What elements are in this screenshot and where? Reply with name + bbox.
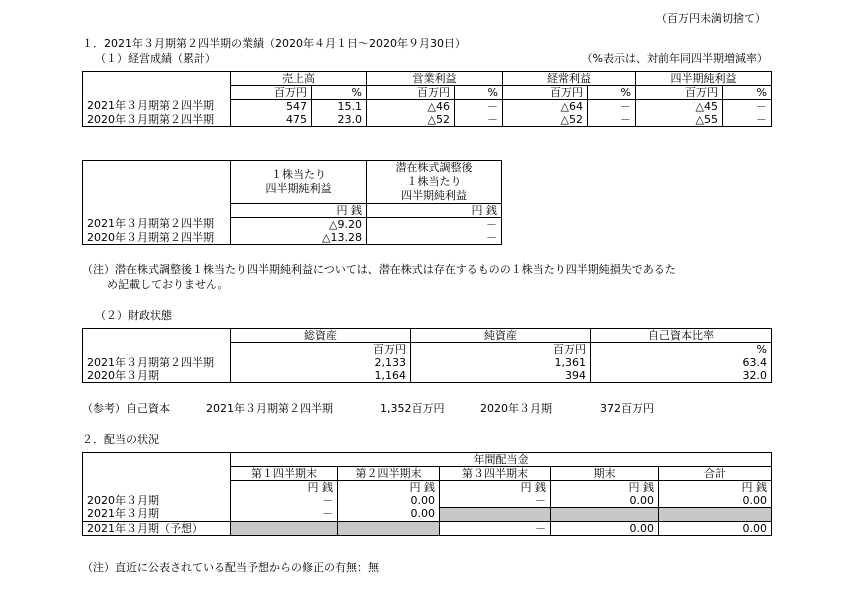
header-row: [83, 72, 772, 86]
col-header-q1: 第１四半期末: [231, 467, 338, 481]
shaded-cell: [551, 508, 659, 522]
data-cell: －: [367, 231, 502, 245]
table-row: [83, 113, 772, 127]
unit-cell: 円 銭: [231, 481, 338, 495]
reference-period1: 2021年３月期第２四半期: [206, 402, 333, 415]
section1-title: １．2021年３月期第２四半期の業績（2020年４月１日～2020年９月30日）: [82, 37, 466, 50]
data-cell: 15.1: [312, 100, 367, 114]
unit-row: [83, 481, 772, 495]
unit-cell: %: [588, 86, 636, 100]
data-cell: △13.28: [231, 231, 367, 245]
reference-value2: 372百万円: [600, 402, 654, 415]
col-header-eps: [231, 161, 367, 204]
col-header-total: 合計: [659, 467, 772, 481]
data-cell: 394: [411, 369, 591, 383]
shaded-cell: [659, 508, 772, 522]
row-label: 2021年３月期第２四半期: [83, 356, 231, 369]
data-cell: 475: [231, 113, 312, 127]
diluted-header-line3: 四半期純利益: [401, 189, 467, 202]
financial-position-title: （２）財政状態: [95, 309, 172, 322]
data-cell: －: [440, 494, 551, 508]
note-line2: め記載しておりません。: [107, 278, 229, 291]
data-cell: －: [367, 218, 502, 232]
col-header-operating-income: 営業利益: [367, 72, 503, 86]
data-cell: 0.00: [551, 522, 659, 536]
col-header-equity-ratio: 自己資本比率: [591, 329, 772, 343]
percent-note: （%表示は、対前年同四半期増減率）: [581, 52, 768, 65]
diluted-header-line2: １株当たり: [406, 175, 462, 188]
data-cell: 547: [231, 100, 312, 114]
unit-cell: %: [312, 86, 367, 100]
table-row: [83, 218, 502, 232]
col-header-q2: 第２四半期末: [338, 467, 440, 481]
reference-value1: 1,352百万円: [380, 402, 445, 415]
data-cell: 0.00: [659, 494, 772, 508]
reference-label: （参考）自己資本: [82, 402, 170, 415]
data-cell: 1,164: [231, 369, 411, 383]
unit-cell: %: [455, 86, 503, 100]
data-cell: 0.00: [659, 522, 772, 536]
data-cell: △46: [367, 100, 455, 114]
section2-title: ２．配当の状況: [82, 433, 159, 446]
data-cell: －: [440, 522, 551, 536]
unit-row: [83, 86, 772, 100]
operating-results-table: [82, 71, 772, 127]
unit-row: [83, 204, 502, 218]
data-cell: 1,361: [411, 356, 591, 369]
data-cell: －: [588, 113, 636, 127]
data-cell: 2,133: [231, 356, 411, 369]
unit-row: [83, 343, 772, 357]
data-cell: －: [723, 113, 772, 127]
row-label: 2021年３月期第２四半期: [83, 100, 231, 114]
unit-cell: 百万円: [367, 86, 455, 100]
table-row: [83, 522, 772, 536]
col-header-total-assets: 総資産: [231, 329, 411, 343]
data-cell: －: [723, 100, 772, 114]
col-header-net-assets: 純資産: [411, 329, 591, 343]
table-row: [83, 494, 772, 508]
dividend-table: [82, 452, 772, 536]
row-label: 2020年３月期: [83, 369, 231, 383]
col-header-year-end: 期末: [551, 467, 659, 481]
row-label: 2021年３月期第２四半期: [83, 218, 231, 232]
data-cell: △64: [503, 100, 588, 114]
reference-period2: 2020年３月期: [480, 402, 552, 415]
col-header-q3: 第３四半期末: [440, 467, 551, 481]
data-cell: －: [455, 113, 503, 127]
shaded-cell: [338, 522, 440, 536]
data-cell: △52: [503, 113, 588, 127]
data-cell: △55: [636, 113, 723, 127]
col-header-sales: 売上高: [231, 72, 367, 86]
unit-cell: %: [591, 343, 772, 357]
table-row: [83, 356, 772, 369]
unit-cell: 百万円: [636, 86, 723, 100]
unit-cell: %: [723, 86, 772, 100]
col-header-ordinary-income: 経常利益: [503, 72, 636, 86]
unit-cell: 円 銭: [659, 481, 772, 495]
dividend-note: （注）直近に公表されている配当予想からの修正の有無：無: [82, 561, 379, 574]
shaded-cell: [231, 522, 338, 536]
group-header-row: [83, 453, 772, 467]
data-cell: △45: [636, 100, 723, 114]
data-cell: －: [231, 494, 338, 508]
unit-cell: 円 銭: [231, 204, 367, 218]
unit-cell: 百万円: [231, 343, 411, 357]
data-cell: △52: [367, 113, 455, 127]
col-header-diluted-eps: [367, 161, 502, 204]
data-cell: 0.00: [338, 508, 440, 522]
data-cell: －: [231, 508, 338, 522]
header-row: [83, 467, 772, 481]
header-row: [83, 161, 502, 204]
data-cell: 23.0: [312, 113, 367, 127]
unit-cell: 百万円: [231, 86, 312, 100]
data-cell: 0.00: [551, 494, 659, 508]
eps-header-line1: １株当たり: [271, 168, 326, 181]
note-line1: （注）潜在株式調整後１株当たり四半期純利益については、潜在株式は存在するものの１株当たり四半期純損失であるた: [82, 263, 676, 276]
col-header-net-income: 四半期純利益: [636, 72, 772, 86]
operating-results-title: （１）経営成績（累計）: [95, 52, 216, 65]
data-cell: 0.00: [338, 494, 440, 508]
data-cell: 32.0: [591, 369, 772, 383]
table-row: [83, 508, 772, 522]
table-row: [83, 369, 772, 383]
unit-cell: 百万円: [503, 86, 588, 100]
financial-position-table: [82, 328, 772, 383]
annual-dividend-header: 年間配当金: [231, 453, 772, 467]
data-cell: △9.20: [231, 218, 367, 232]
unit-note: （百万円未満切捨て）: [656, 12, 766, 25]
table-row: [83, 231, 502, 245]
header-row: [83, 329, 772, 343]
table-row: [83, 100, 772, 114]
row-label: 2021年３月期（予想）: [83, 522, 231, 536]
row-label: 2020年３月期第２四半期: [83, 113, 231, 127]
data-cell: －: [455, 100, 503, 114]
row-label: 2020年３月期: [83, 494, 231, 508]
per-share-table: [82, 160, 502, 245]
shaded-cell: [440, 508, 551, 522]
unit-cell: 円 銭: [367, 204, 502, 218]
eps-header-line2: 四半期純利益: [265, 182, 332, 195]
diluted-header-line1: 潜在株式調整後: [395, 161, 473, 174]
unit-cell: 百万円: [411, 343, 591, 357]
data-cell: 63.4: [591, 356, 772, 369]
data-cell: －: [588, 100, 636, 114]
unit-cell: 円 銭: [440, 481, 551, 495]
unit-cell: 円 銭: [551, 481, 659, 495]
row-label: 2021年３月期: [83, 508, 231, 522]
unit-cell: 円 銭: [338, 481, 440, 495]
row-label: 2020年３月期第２四半期: [83, 231, 231, 245]
